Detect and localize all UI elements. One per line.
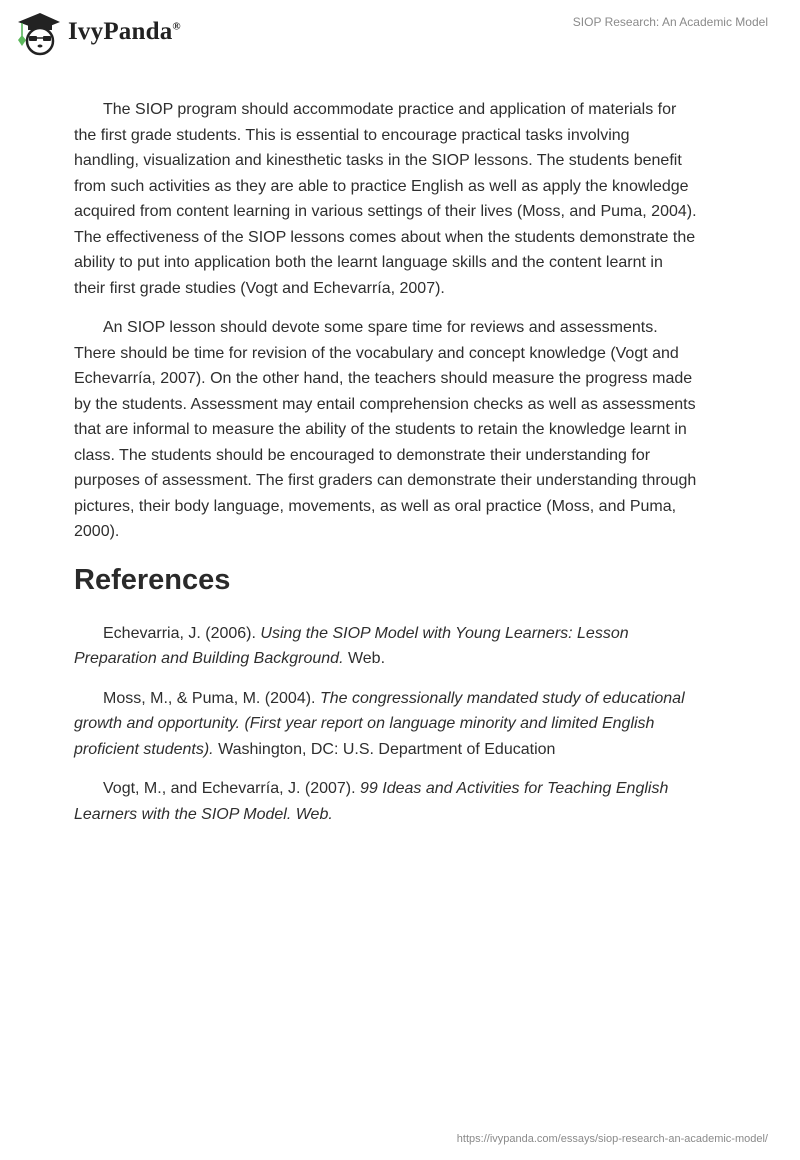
text-line: The effectiveness of the SIOP lessons comes about when the students demonstrate the <box>74 228 696 246</box>
text-line: handling, visualization and kinesthetic tasks in the SIOP lessons. The students benefit <box>74 152 682 169</box>
body-paragraph <box>74 97 744 301</box>
text-line: that are informal to measure the ability of the students to retain the knowledge learnt in <box>74 421 687 438</box>
references-heading: References <box>74 563 231 596</box>
ref-title: The congressionally mandated study of educational <box>319 689 685 707</box>
text-line: their first grade studies (Vogt and Echevarría, 2007). <box>74 279 445 297</box>
text-line: the first grade students. This is essential to encourage practical tasks involving <box>74 126 630 144</box>
text-line: class. The students should be encouraged to demonstrate their understanding for <box>74 446 651 464</box>
body-paragraph <box>74 315 744 545</box>
reference-item <box>74 776 744 827</box>
text-line: 2000). <box>74 523 120 540</box>
ref-author: Vogt, M., and Echevarría, J. (2007). <box>103 780 361 797</box>
reference-item <box>74 621 744 672</box>
ref-title: growth and opportunity. (First year report on language minority and limited English <box>74 715 655 732</box>
essay-content <box>74 97 744 841</box>
text-line: An SIOP lesson should devote some spare time for reviews and assessments. <box>103 319 658 336</box>
ref-source: Washington, DC: U.S. Department of Education <box>213 740 556 758</box>
document-title: SIOP Research: An Academic Model <box>572 15 768 29</box>
logo-text: IvyPanda® <box>68 18 181 45</box>
reference-item <box>74 686 744 763</box>
ref-source: Web. <box>343 650 386 667</box>
text-line: pictures, their body language, movements, as well as oral practice (Moss, and Puma, <box>74 497 677 515</box>
text-line: There should be time for revision of the vocabulary and concept knowledge (Vogt and <box>74 344 679 362</box>
ref-title: Using the SIOP Model with Young Learners: Lesson <box>260 624 629 642</box>
ivypanda-logo[interactable] <box>14 8 181 56</box>
ref-title: Preparation and Building Background. <box>74 650 344 667</box>
ref-author: Moss, M., & Puma, M. (2004). <box>103 689 320 707</box>
ref-title: Learners with the SIOP Model. Web. <box>74 805 333 823</box>
text-line: ability to put into application both the learnt language skills and the content learnt in <box>74 254 663 271</box>
ref-title: proficient students). <box>74 740 214 758</box>
source-url-link[interactable]: https://ivypanda.com/essays/siop-research-an-academic-model/ <box>456 1133 768 1145</box>
text-line: The SIOP program should accommodate practice and application of materials for <box>103 101 677 118</box>
panda-graduate-icon <box>14 8 62 56</box>
ref-author: Echevarria, J. (2006). <box>103 624 261 642</box>
text-line: Echevarría, 2007). On the other hand, the teachers should measure the progress made <box>74 370 693 387</box>
text-line: acquired from content learning in various settings of their lives (Moss, and Puma, 2004). <box>74 203 697 220</box>
text-line: by the students. Assessment may entail comprehension checks as well as assessments <box>74 395 696 413</box>
text-line: from such activities as they are able to practice English as well as apply the knowledge <box>74 177 689 195</box>
text-line: purposes of assessment. The first graders can demonstrate their understanding through <box>74 472 697 489</box>
ref-title: 99 Ideas and Activities for Teaching English <box>360 780 669 797</box>
